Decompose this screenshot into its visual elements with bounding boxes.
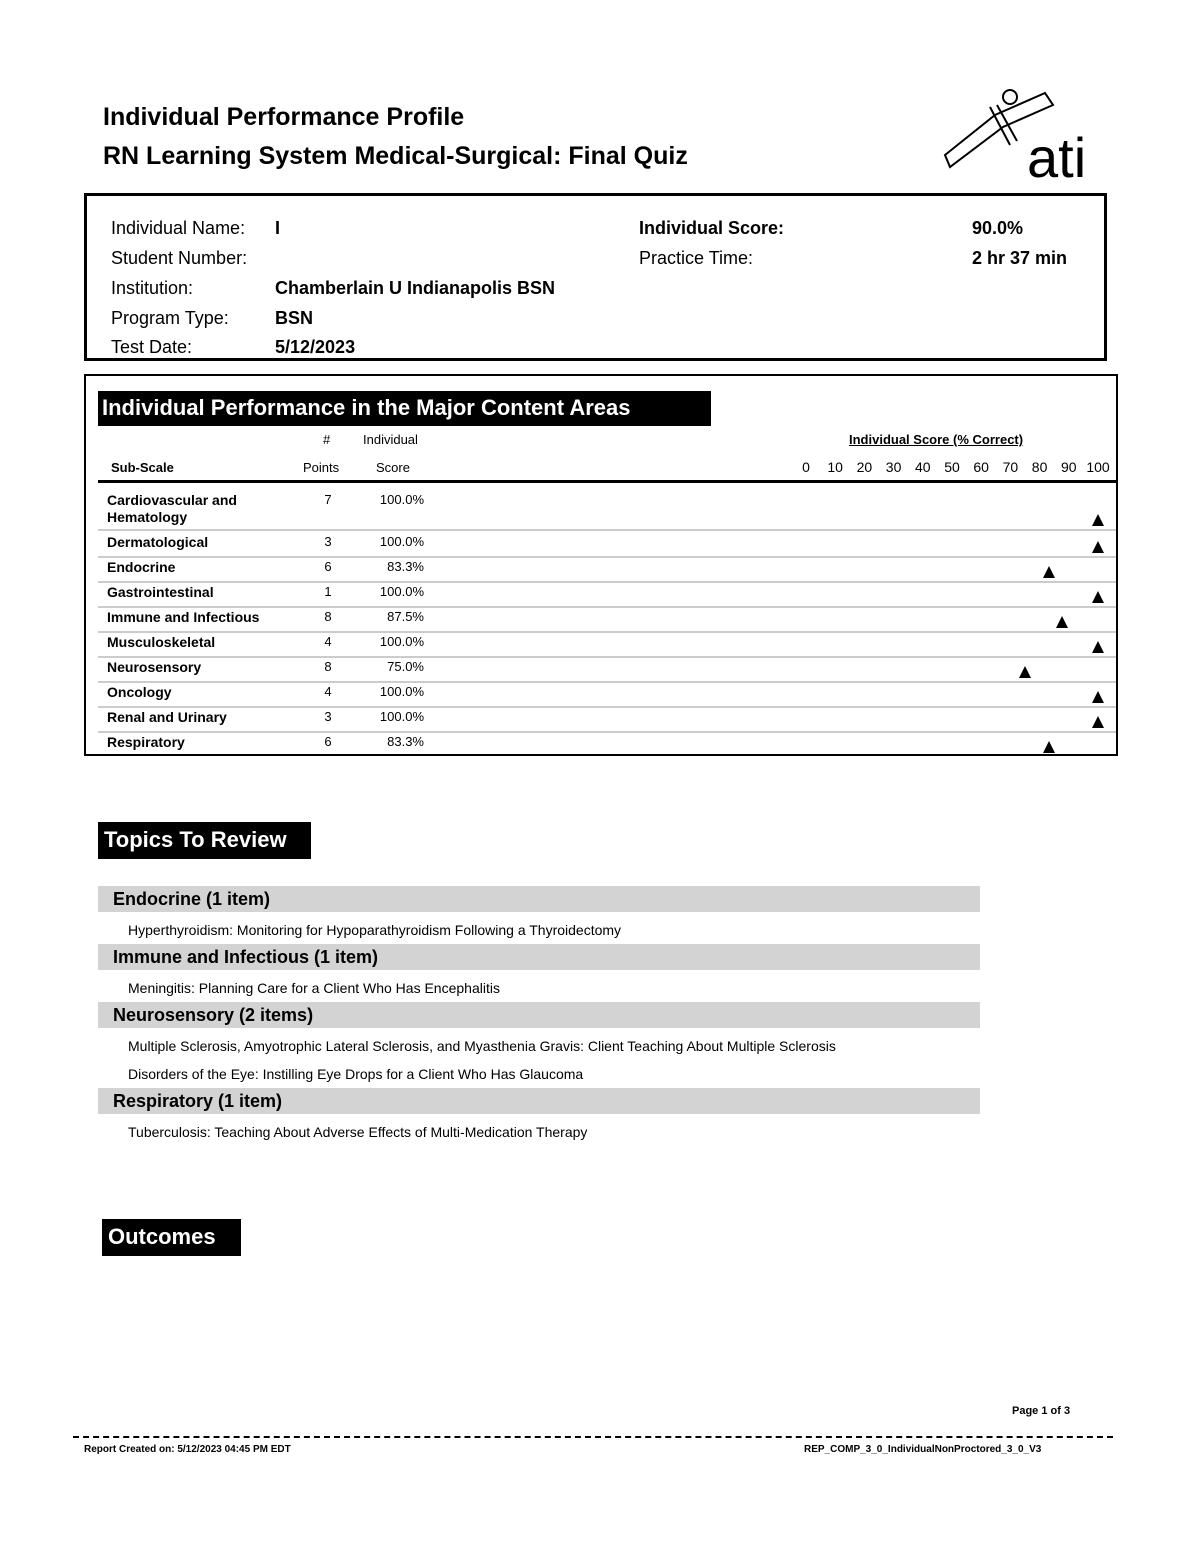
table-row (86, 658, 1116, 683)
axis-tick: 10 (827, 459, 843, 475)
axis-tick: 60 (973, 459, 989, 475)
report-title: Individual Performance Profile (103, 103, 465, 131)
axis-tick: 100 (1086, 459, 1110, 475)
header-rule (98, 480, 1116, 483)
table-row (86, 491, 1116, 531)
row-subscale: Cardiovascular and Hematology (107, 492, 237, 525)
score-marker (1056, 616, 1068, 628)
name-label: Individual Name: (111, 218, 246, 238)
score-header: Score (376, 460, 410, 475)
axis-tick: 80 (1031, 459, 1048, 475)
report-subtitle: RN Learning System Medical-Surgical: Final Quiz (103, 142, 688, 170)
axis-tick: 20 (856, 459, 873, 475)
page-number: Page 1 of 3 (1012, 1405, 1071, 1417)
row-subscale: Endocrine (107, 559, 176, 575)
score-marker (1043, 566, 1055, 578)
row-subscale: Dermatological (107, 534, 209, 550)
institution-label: Institution: (111, 278, 194, 298)
row-score: 100.0% (379, 584, 424, 599)
topic-category: Immune and Infectious (1 item) (98, 944, 980, 970)
table-row (86, 583, 1116, 608)
score-header-top: Individual (363, 432, 418, 447)
topic-item: Hyperthyroidism: Monitoring for Hypoparathyroidism Following a Thyroidectomy (128, 922, 622, 938)
score-marker (1092, 641, 1104, 653)
topic-item: Multiple Sclerosis, Amyotrophic Lateral Sclerosis, and Myasthenia Gravis: Client Teaching About Multiple Sclerosis (128, 1038, 836, 1054)
axis-tick: 50 (944, 459, 960, 475)
row-score: 100.0% (379, 534, 424, 549)
row-points: 6 (324, 559, 332, 574)
table-row (86, 633, 1116, 658)
topic-item: Meningitis: Planning Care for a Client Who Has Encephalitis (128, 980, 500, 996)
topic-item: Tuberculosis: Teaching About Adverse Effects of Multi-Medication Therapy (128, 1124, 588, 1140)
axis-tick: 90 (1061, 459, 1077, 475)
axis-tick: 30 (885, 459, 902, 475)
score-marker (1092, 514, 1104, 526)
row-score: 83.3% (387, 734, 424, 749)
table-row (86, 733, 1116, 758)
row-points: 8 (324, 609, 332, 624)
name-value: I (275, 218, 281, 238)
practice-time-value: 2 hr 37 min (972, 248, 1068, 268)
row-subscale: Respiratory (107, 734, 185, 750)
row-subscale: Gastrointestinal (107, 584, 214, 600)
score-marker (1092, 541, 1104, 553)
row-subscale: Immune and Infectious (107, 609, 260, 625)
report-code: REP_COMP_3_0_IndividualNonProctored_3_0_V3 (804, 1444, 1042, 1455)
axis-tick: 40 (915, 459, 931, 475)
row-divider (98, 529, 1116, 531)
row-score: 87.5% (387, 609, 424, 624)
table-row (86, 608, 1116, 633)
topic-item: Disorders of the Eye: Instilling Eye Drops for a Client Who Has Glaucoma (128, 1066, 584, 1082)
table-row (86, 533, 1116, 558)
topic-category: Neurosensory (2 items) (98, 1002, 980, 1028)
axis-tick: 0 (802, 459, 810, 475)
row-points: 1 (324, 584, 332, 599)
row-score: 100.0% (379, 709, 424, 724)
row-points: 3 (324, 534, 332, 549)
row-points: 7 (324, 492, 332, 507)
row-score: 83.3% (387, 559, 424, 574)
score-marker (1092, 716, 1104, 728)
row-points: 8 (324, 659, 332, 674)
institution-value: Chamberlain U Indianapolis BSN (275, 278, 556, 298)
row-subscale: Neurosensory (107, 659, 202, 675)
row-score: 100.0% (379, 684, 424, 699)
row-score: 100.0% (379, 492, 424, 507)
row-score: 75.0% (387, 659, 424, 674)
table-row (86, 683, 1116, 708)
topics-section-title: Topics To Review (98, 822, 311, 859)
footer-divider (73, 1436, 1113, 1438)
axis-tick: 70 (1002, 459, 1019, 475)
table-row (86, 558, 1116, 583)
program-type-value: BSN (275, 308, 314, 328)
chart-header: Individual Score (% Correct) (849, 432, 1024, 447)
program-type-label: Program Type: (111, 308, 229, 328)
test-date-value: 5/12/2023 (275, 337, 356, 357)
row-points: 3 (324, 709, 332, 724)
test-date-label: Test Date: (111, 337, 193, 357)
table-row (86, 708, 1116, 733)
row-score: 100.0% (379, 634, 424, 649)
individual-score-label: Individual Score: (639, 218, 785, 238)
row-points: 4 (324, 684, 332, 699)
logo-text: ati (1027, 126, 1087, 185)
row-subscale: Renal and Urinary (107, 709, 227, 725)
ati-logo (935, 85, 1105, 185)
row-subscale: Oncology (107, 684, 172, 700)
subscale-header: Sub-Scale (111, 460, 174, 475)
report-created: Report Created on: 5/12/2023 04:45 PM EDT (84, 1444, 291, 1455)
row-points: 6 (324, 734, 332, 749)
individual-score-value: 90.0% (972, 218, 1024, 238)
topic-category: Respiratory (1 item) (98, 1088, 980, 1114)
score-marker (1092, 691, 1104, 703)
practice-time-label: Practice Time: (639, 248, 754, 268)
score-marker (1092, 591, 1104, 603)
points-header-top: # (323, 432, 331, 447)
score-marker (1019, 666, 1031, 678)
row-points: 4 (324, 634, 332, 649)
topic-category: Endocrine (1 item) (98, 886, 980, 912)
student-number-label: Student Number: (111, 248, 248, 268)
student-info-box (84, 193, 1107, 361)
row-subscale: Musculoskeletal (107, 634, 216, 650)
outcomes-section-title: Outcomes (102, 1219, 241, 1256)
score-marker (1043, 741, 1055, 753)
performance-table (84, 374, 1118, 756)
performance-section-title: Individual Performance in the Major Content Areas (98, 391, 711, 426)
points-header: Points (303, 460, 340, 475)
